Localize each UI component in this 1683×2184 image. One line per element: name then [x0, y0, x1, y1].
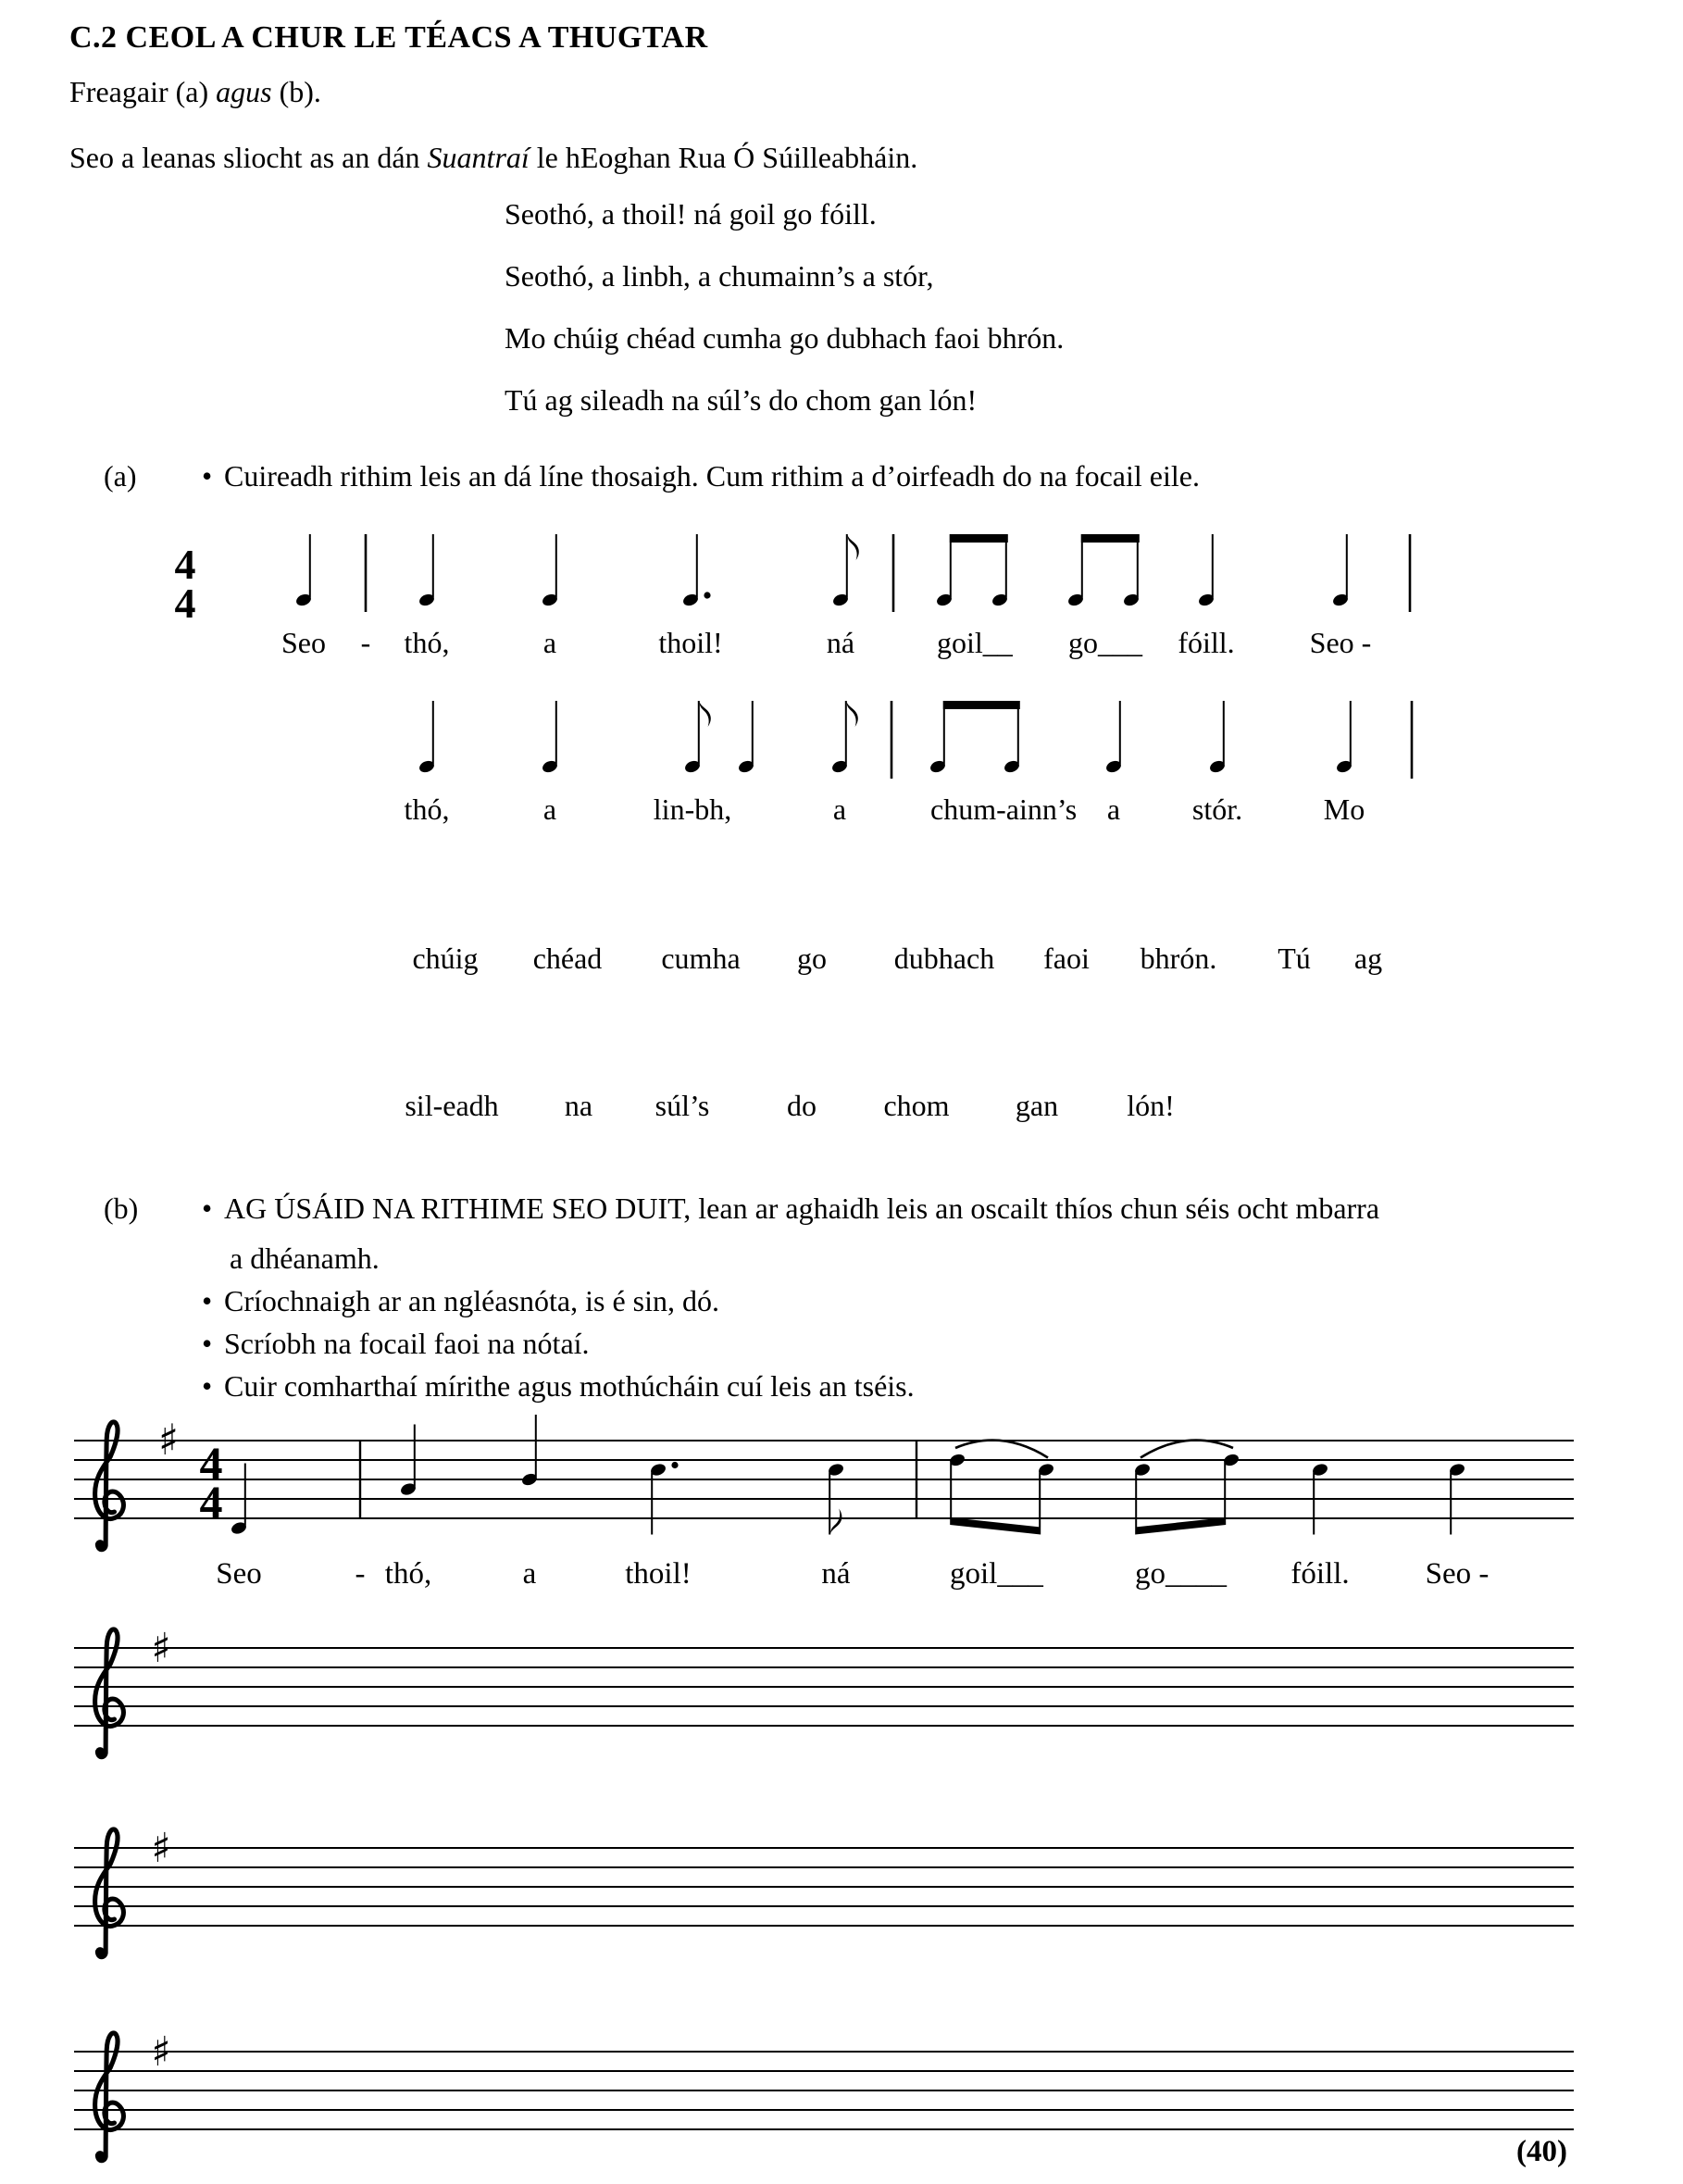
part-b-bullet-1: AG ÚSÁID NA RITHIME SEO DUIT, lean ar aghaidh leis an oscailt thíos chun séis ocht mbarra: [224, 1192, 1380, 1225]
lyric-word: Tú: [1278, 942, 1311, 975]
staff-line: [74, 1686, 1574, 1688]
empty-staff-notation: [0, 2015, 1683, 2181]
lyric: lin-bh,: [653, 792, 732, 826]
part-b-label: (b): [104, 1192, 139, 1225]
lyric: a: [1106, 792, 1121, 826]
staff-line: [74, 1847, 1574, 1849]
part-b-bullet-3: Scríobh na focail faoi na nótaí.: [224, 1327, 590, 1360]
bullet-icon: •: [202, 1369, 213, 1403]
part-a-bullet: Cuireadh rithim leis an dá líne thosaigh. Cum rithim a d’oirfeadh do na focail eile.: [224, 459, 1200, 493]
lyric: Seo: [281, 626, 326, 659]
lyric: ná: [821, 1557, 851, 1591]
instruction-post: (b).: [271, 75, 321, 108]
poem-line: Seothó, a linbh, a chumainn’s a stór,: [505, 259, 934, 293]
lyric: -: [360, 626, 371, 659]
eighth-flag: [830, 1509, 842, 1534]
lyric: a: [542, 626, 557, 659]
svg-text:4: 4: [199, 1476, 223, 1528]
lyric: thoil!: [625, 1557, 692, 1591]
poem-line: Mo chúig chéad cumha go dubhach faoi bhrón.: [505, 321, 1065, 355]
sharp-icon: ♯: [151, 2028, 171, 2076]
intro-post: le hEoghan Rua Ó Súilleabháin.: [529, 141, 918, 174]
staff-line: [74, 2128, 1574, 2130]
staff-line: [74, 1866, 1574, 1868]
part-b-bullet-1-cont: a dhéanamh.: [230, 1242, 380, 1275]
lyric: go____: [1135, 1557, 1227, 1591]
staff-line: [74, 2070, 1574, 2072]
eighth-flag: [700, 702, 711, 727]
lyric: stór.: [1191, 792, 1243, 826]
lyric-word: ag: [1353, 942, 1383, 975]
lyric-word: bhrón.: [1140, 942, 1217, 975]
intro-line: [69, 142, 917, 174]
part-b-bullet-4: Cuir comharthaí mírithe agus mothúcháin cuí leis an tséis.: [224, 1369, 915, 1403]
lyric-word: faoi: [1043, 942, 1090, 975]
lyric: a: [542, 792, 557, 826]
slur: [955, 1441, 1048, 1458]
instruction-italic: agus: [216, 75, 272, 108]
empty-staff-3: [0, 2015, 1683, 2181]
eighth-flag: [847, 702, 858, 727]
lyric-word: súl’s: [654, 1089, 710, 1122]
rhythm-line-2: [0, 680, 1683, 842]
lyric: fóill.: [1178, 626, 1235, 659]
staff-line: [74, 1666, 1574, 1668]
empty-staff-notation: [0, 1611, 1683, 1778]
staff-line: [74, 1459, 1574, 1461]
lyric: Seo -: [1309, 626, 1372, 659]
beam: [1081, 534, 1140, 543]
bullet-icon: •: [202, 1327, 213, 1360]
empty-staff-2: [0, 1811, 1683, 1978]
beam: [943, 701, 1020, 709]
lyric-word: do: [787, 1089, 817, 1122]
lyric: fóill.: [1290, 1557, 1350, 1591]
intro-pre: Seo a leanas sliocht as an dán: [69, 141, 428, 174]
rhythm-notation: [0, 680, 1683, 842]
lyric: thó,: [404, 626, 450, 659]
melody-staff: [0, 1389, 1683, 1611]
sharp-icon: ♯: [157, 1415, 180, 1465]
empty-staff-1: [0, 1611, 1683, 1778]
bullet-icon: •: [202, 1284, 213, 1317]
part-a-label: (a): [104, 459, 137, 493]
page-number: (40): [1516, 2135, 1567, 2168]
lyric-word: go: [797, 942, 827, 975]
eighth-flag: [848, 535, 859, 560]
poem-line: Tú ag sileadh na súl’s do chom gan lón!: [505, 383, 978, 417]
lyric-word: chom: [883, 1089, 950, 1122]
svg-text:4: 4: [174, 541, 196, 588]
poem-title: Suantraí: [427, 141, 530, 174]
lyric-word: gan: [1015, 1089, 1059, 1122]
staff-line: [74, 1440, 1574, 1441]
lyric: a: [522, 1557, 537, 1591]
staff-line: [74, 1925, 1574, 1927]
lyric: Seo -: [1425, 1557, 1490, 1591]
beam: [950, 1517, 1041, 1535]
rhythm-line-1: [0, 514, 1683, 676]
svg-text:4: 4: [199, 1437, 223, 1489]
bullet-icon: •: [202, 459, 213, 493]
lyric: ná: [826, 626, 855, 659]
staff-line: [74, 2051, 1574, 2053]
poem-line: Seothó, a thoil! ná goil go fóill.: [505, 197, 877, 231]
beam: [950, 534, 1008, 543]
staff-line: [74, 1498, 1574, 1500]
staff-line: [74, 2090, 1574, 2091]
lyric: thó,: [384, 1557, 432, 1591]
staff-line: [74, 1647, 1574, 1649]
slur: [1141, 1441, 1233, 1458]
lyric-word: na: [564, 1089, 593, 1122]
lyric: goil___: [950, 1557, 1043, 1591]
lyric-word: sil-eadh: [405, 1089, 499, 1122]
lyric: a: [832, 792, 847, 826]
lyric: Mo: [1323, 792, 1365, 826]
staff-line: [74, 1705, 1574, 1707]
staff-line: [74, 1479, 1574, 1480]
lyric: chum-ainn’s: [930, 792, 1078, 826]
lyric: thó,: [404, 792, 450, 826]
staff-line: [74, 1886, 1574, 1888]
staff-line: [74, 1905, 1574, 1907]
svg-text:4: 4: [174, 580, 196, 627]
lyric-word: chéad: [532, 942, 603, 975]
rhythm-notation: [0, 514, 1683, 676]
bullet-icon: •: [202, 1192, 213, 1225]
lyric-word: dubhach: [893, 942, 995, 975]
instruction-line: [69, 76, 321, 108]
melody-notation: [0, 1389, 1683, 1611]
lyric: Seo: [216, 1557, 262, 1591]
sharp-icon: ♯: [151, 1625, 171, 1672]
lyric: go___: [1068, 626, 1142, 659]
staff-line: [74, 1517, 1574, 1519]
lyric-word: cumha: [661, 942, 741, 975]
page-title: C.2 CEOL A CHUR LE TÉACS A THUGTAR: [69, 20, 708, 55]
lyric: thoil!: [658, 626, 723, 659]
sharp-icon: ♯: [151, 1825, 171, 1872]
empty-staff-notation: [0, 1811, 1683, 1978]
lyric: -: [355, 1557, 366, 1591]
beam: [1135, 1517, 1226, 1535]
lyric: goil__: [937, 626, 1013, 659]
lyric-word: lón!: [1127, 1089, 1175, 1122]
staff-line: [74, 1725, 1574, 1727]
staff-line: [74, 2109, 1574, 2111]
instruction-pre: Freagair (a): [69, 75, 217, 108]
lyric-word: chúig: [412, 942, 479, 975]
part-b-bullet-2: Críochnaigh ar an ngléasnóta, is é sin, dó.: [224, 1284, 719, 1317]
